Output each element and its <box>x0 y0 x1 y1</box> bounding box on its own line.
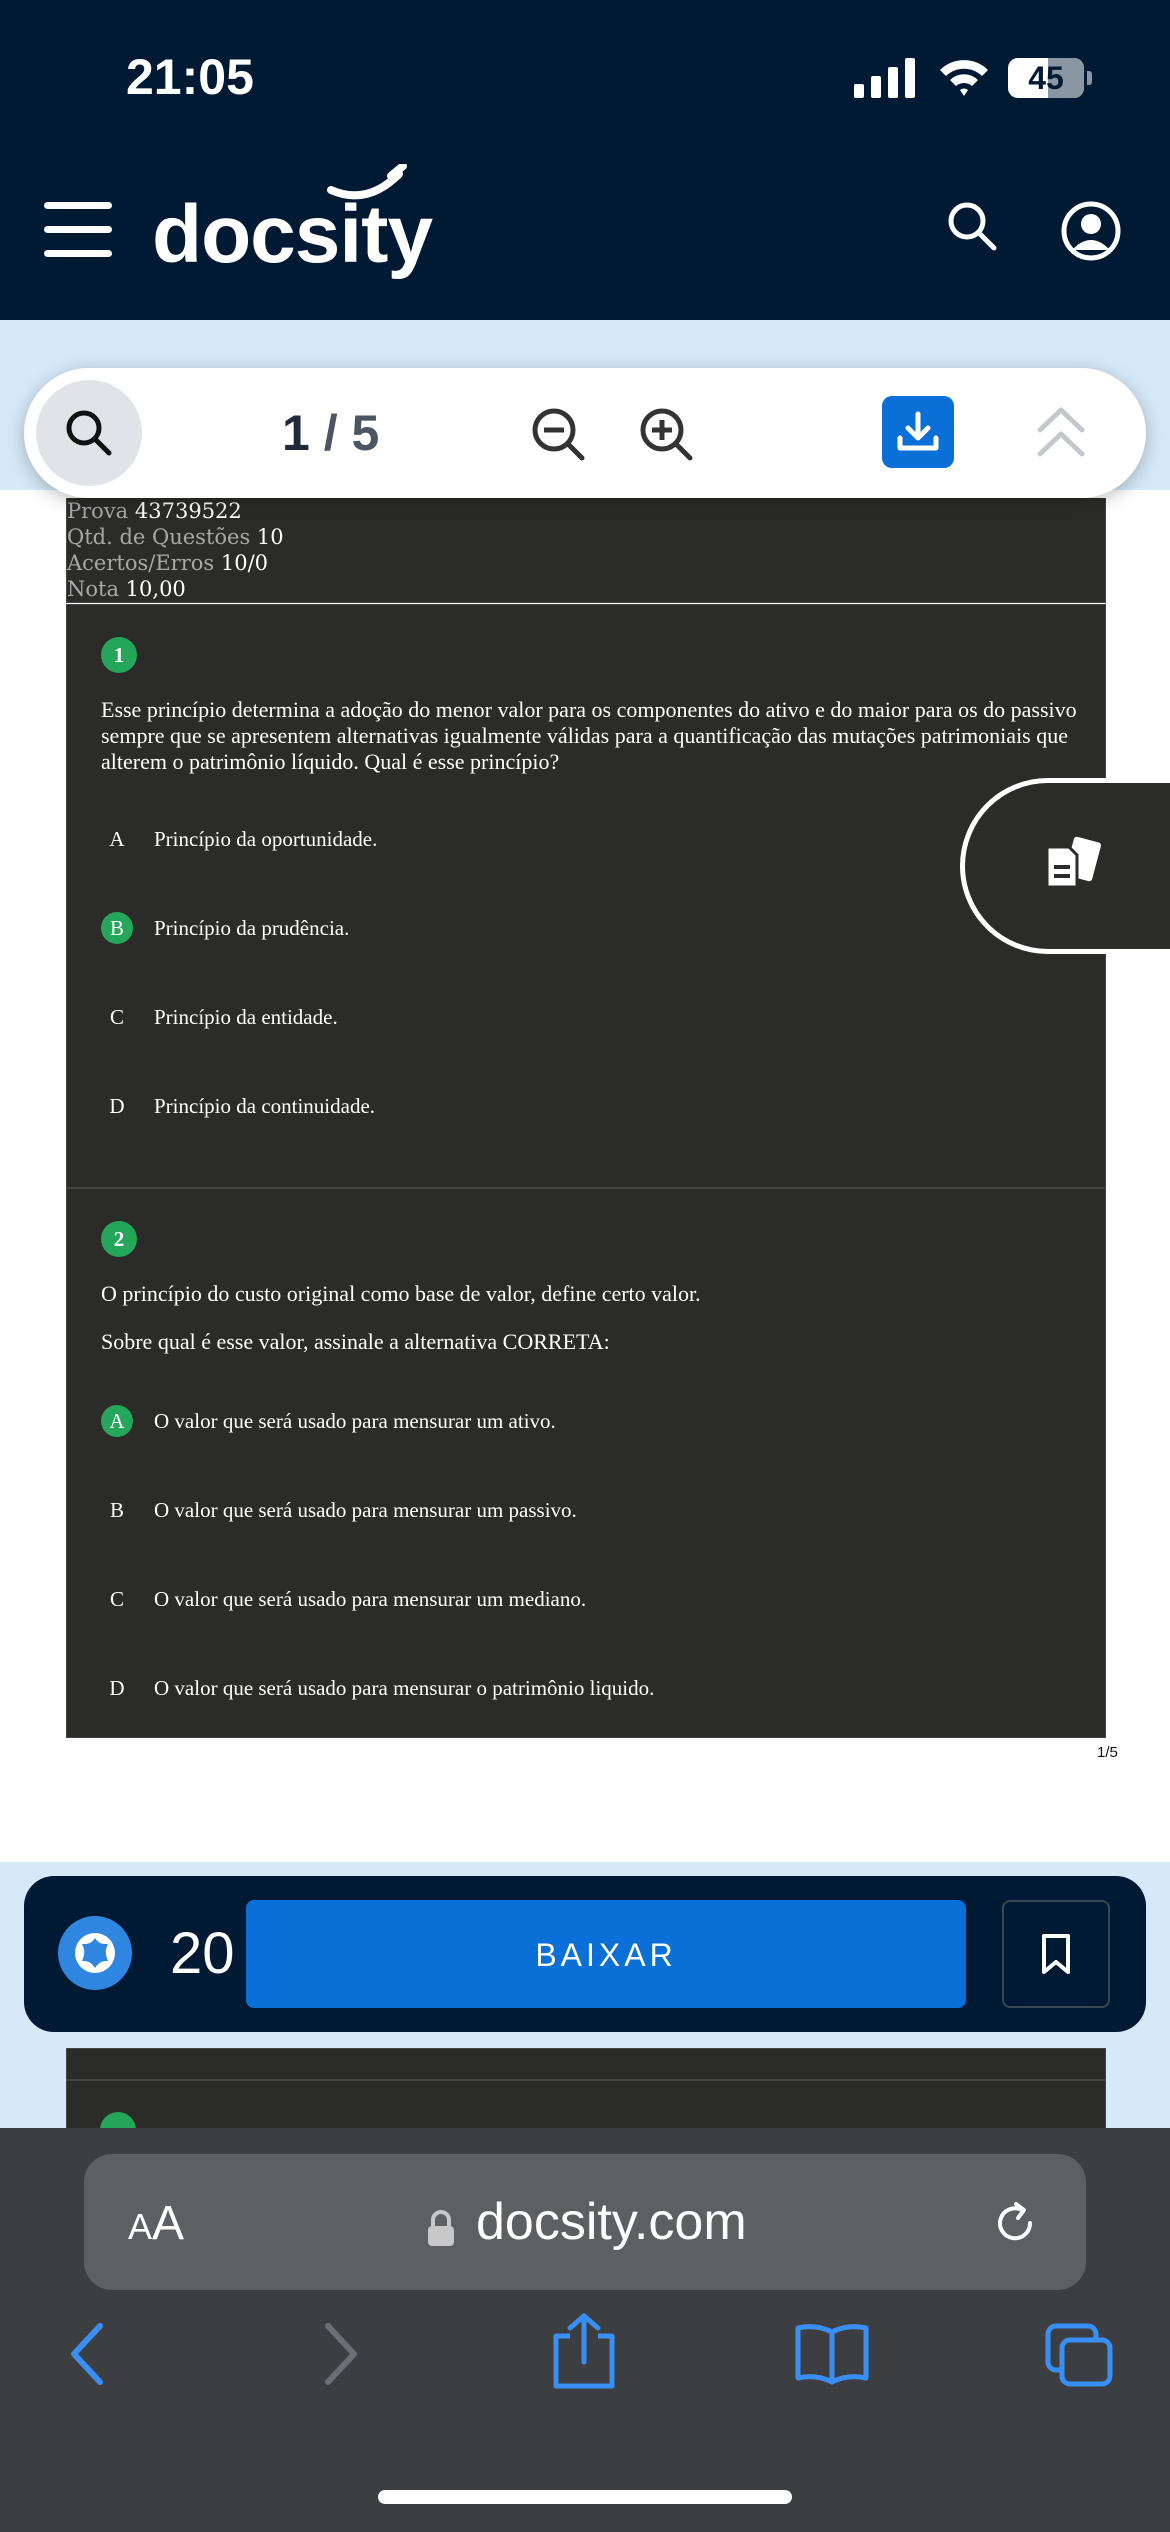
current-page: 1 <box>282 405 310 461</box>
option-text: Princípio da entidade. <box>154 1005 338 1029</box>
meta-row: Qtd. de Questões 10 <box>67 525 284 549</box>
download-button[interactable] <box>882 396 954 468</box>
download-icon <box>896 410 940 454</box>
question-text: O princípio do custo original como base de valor, define certo valor. <box>101 1281 701 1306</box>
bookmark-button[interactable] <box>1002 1900 1110 2008</box>
option-text: O valor que será usado para mensurar um passivo. <box>154 1498 577 1522</box>
next-page-panel <box>66 2048 1106 2080</box>
option-letter-correct: B <box>101 912 133 944</box>
back-icon[interactable] <box>66 2322 110 2386</box>
question-text: Esse princípio determina a adoção do menor valor para os componentes do ativo e do maior para os do passivo sempre que se apresentem alternativas igualmente válidas para a quantificação das mutações patrimoniais que alterem o patrimônio líquido. Qual é esse princípio? <box>101 697 1077 774</box>
points-coin-icon <box>58 1916 132 1990</box>
battery-icon <box>1008 58 1092 98</box>
page-separator: / <box>309 405 352 461</box>
docsity-logo[interactable] <box>152 158 432 288</box>
exam-summary-panel <box>66 498 1106 603</box>
home-indicator[interactable] <box>378 2490 792 2504</box>
question-2 <box>66 1188 1106 1738</box>
question-instruction: Sobre qual é esse valor, assinale a alternativa CORRETA: <box>101 1329 610 1354</box>
search-icon[interactable] <box>946 200 998 252</box>
question-number: 1 <box>101 637 137 673</box>
option-letter-correct: A <box>101 1405 133 1437</box>
battery-level: 45 <box>1028 60 1064 96</box>
bookmark-icon <box>1038 1932 1074 1976</box>
cellular-signal-icon <box>854 58 916 98</box>
points-count: 20 <box>170 1921 235 1986</box>
tabs-icon[interactable] <box>1044 2322 1114 2388</box>
bookmarks-icon[interactable] <box>794 2322 870 2386</box>
logo-smile-icon <box>327 164 417 204</box>
menu-icon[interactable] <box>44 202 112 256</box>
zoom-in-icon[interactable] <box>638 406 694 462</box>
forward-icon[interactable] <box>318 2322 362 2386</box>
question-number: 2 <box>101 1221 137 1257</box>
page-counter <box>282 404 379 462</box>
download-bar <box>24 1876 1146 2032</box>
document-summary-icon <box>1043 835 1103 891</box>
total-pages: 5 <box>351 405 380 461</box>
option-text: Princípio da continuidade. <box>154 1094 376 1118</box>
option-letter: A <box>109 827 125 851</box>
share-icon[interactable] <box>550 2312 618 2390</box>
question-1 <box>66 604 1106 1188</box>
exam-meta <box>67 498 284 602</box>
meta-row: Prova 43739522 <box>67 499 242 523</box>
search-icon <box>64 408 114 458</box>
summary-button[interactable] <box>960 778 1170 954</box>
option-letter: D <box>109 1094 125 1118</box>
reload-icon[interactable] <box>990 2198 1040 2248</box>
meta-row: Acertos/Erros 10/0 <box>67 551 269 575</box>
status-time: 21:05 <box>126 49 254 105</box>
option-text: O valor que será usado para mensurar um ativo. <box>154 1409 556 1433</box>
option-letter: B <box>109 1498 124 1522</box>
meta-row: Nota 10,00 <box>67 577 186 601</box>
option-letter: C <box>109 1005 124 1029</box>
baixar-button[interactable]: BAIXAR <box>246 1900 966 2008</box>
lock-icon <box>426 2210 456 2248</box>
option-letter: C <box>109 1587 124 1611</box>
address-bar[interactable] <box>84 2154 1086 2290</box>
option-text: Princípio da oportunidade. <box>154 827 378 851</box>
search-document-button[interactable] <box>36 380 142 486</box>
reader-aa-button[interactable]: AA <box>128 2197 185 2250</box>
option-text: O valor que será usado para mensurar o patrimônio liquido. <box>154 1676 655 1700</box>
option-text: O valor que será usado para mensurar um mediano. <box>154 1587 587 1611</box>
viewer-toolbar <box>24 368 1146 498</box>
user-icon[interactable] <box>1060 200 1122 262</box>
app-header <box>0 0 1170 320</box>
option-letter: D <box>109 1676 125 1700</box>
zoom-out-icon[interactable] <box>530 406 586 462</box>
option-text: Princípio da prudência. <box>154 916 350 940</box>
logo-text: docsity <box>152 189 433 280</box>
page-indicator: 1/5 <box>1097 1744 1118 1761</box>
collapse-up-icon[interactable] <box>1036 406 1086 462</box>
url-domain: docsity.com <box>476 2193 747 2251</box>
wifi-icon <box>938 56 990 98</box>
